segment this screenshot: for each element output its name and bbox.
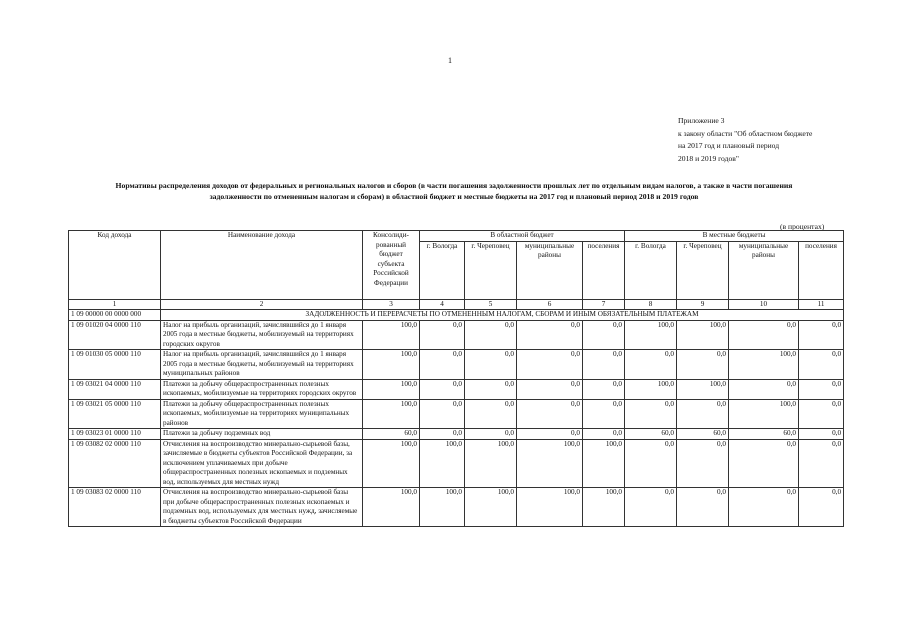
header-code: Код дохода <box>69 231 161 300</box>
norm-value: 0,0 <box>799 488 844 527</box>
norm-value: 0,0 <box>583 320 625 350</box>
header-local-budgets: В местные бюджеты <box>625 231 844 242</box>
column-number: 3 <box>363 299 420 310</box>
page-number: 1 <box>448 56 452 65</box>
income-name: Платежи за добычу общераспространенных полезных ископаемых, мобилизуемые на территориях муниципальных районов <box>161 399 363 429</box>
appendix-line: Приложение 3 <box>678 116 725 125</box>
norm-value: 0,0 <box>420 320 465 350</box>
norm-value: 100,0 <box>677 379 729 399</box>
section-row <box>69 310 844 321</box>
norm-value: 0,0 <box>677 439 729 488</box>
column-number: 10 <box>729 299 799 310</box>
column-number: 11 <box>799 299 844 310</box>
appendix-note <box>678 115 812 165</box>
income-name: Отчисления на воспроизводство минерально-сырьевой базы, зачисляемые в бюджеты субъектов Российской Федерации, за исключением уплачиваемых при добыче общераспространенных полезных ископаемых и подземных вод, используемых для местных нужд <box>161 439 363 488</box>
norm-value: 0,0 <box>625 350 677 380</box>
norm-value: 100,0 <box>729 350 799 380</box>
norm-value: 0,0 <box>799 399 844 429</box>
norm-value: 0,0 <box>729 488 799 527</box>
column-number: 7 <box>583 299 625 310</box>
norm-value: 0,0 <box>465 320 517 350</box>
norm-value: 0,0 <box>729 439 799 488</box>
norm-value: 100,0 <box>363 439 420 488</box>
income-code: 1 09 03083 02 0000 110 <box>69 488 161 527</box>
income-name: Платежи за добычу общераспространенных полезных ископаемых, мобилизуемые на территориях городских округов <box>161 379 363 399</box>
norm-value: 60,0 <box>625 429 677 440</box>
norm-value: 100,0 <box>420 439 465 488</box>
norm-value: 0,0 <box>465 379 517 399</box>
norm-value: 0,0 <box>517 399 583 429</box>
norm-value: 0,0 <box>517 350 583 380</box>
unit-note: (в процентах) <box>780 222 825 231</box>
column-number: 8 <box>625 299 677 310</box>
header-consolidated: Консолиди-рованный бюджет субъекта Российской Федерации <box>363 231 420 300</box>
income-name: Платежи за добычу подземных вод <box>161 429 363 440</box>
title-line-1: Нормативы распределения доходов от федеральных и региональных налогов и сборов (в части погашения задолженности прошлых лет по отдельным видам налогов, а также в части погашения <box>115 181 793 190</box>
table-row <box>69 379 844 399</box>
table-row <box>69 439 844 488</box>
header-cherepovets: г. Череповец <box>465 241 517 299</box>
income-code: 1 09 03021 05 0000 110 <box>69 399 161 429</box>
norm-value: 0,0 <box>420 399 465 429</box>
norm-value: 0,0 <box>517 429 583 440</box>
income-code: 1 09 03021 04 0000 110 <box>69 379 161 399</box>
norm-value: 100,0 <box>625 379 677 399</box>
norm-value: 0,0 <box>799 439 844 488</box>
norm-value: 100,0 <box>517 439 583 488</box>
norm-value: 100,0 <box>465 488 517 527</box>
column-numbers-row <box>69 299 844 310</box>
norm-value: 100,0 <box>729 399 799 429</box>
norm-value: 100,0 <box>363 320 420 350</box>
norms-table <box>68 230 844 527</box>
column-number: 2 <box>161 299 363 310</box>
norm-value: 100,0 <box>363 379 420 399</box>
norm-value: 100,0 <box>677 320 729 350</box>
norm-value: 0,0 <box>677 350 729 380</box>
norm-value: 0,0 <box>420 379 465 399</box>
appendix-line: к закону области "Об областном бюджете <box>678 128 813 138</box>
document-title <box>62 180 846 202</box>
norm-value: 0,0 <box>677 488 729 527</box>
norm-value: 100,0 <box>625 320 677 350</box>
column-number: 9 <box>677 299 729 310</box>
norm-value: 0,0 <box>465 429 517 440</box>
header-regional-budget: В областной бюджет <box>420 231 625 242</box>
norm-value: 0,0 <box>625 399 677 429</box>
income-code: 1 09 03023 01 0000 110 <box>69 429 161 440</box>
header-municipal-districts: муниципальные районы <box>729 241 799 299</box>
table-row <box>69 399 844 429</box>
norm-value: 60,0 <box>729 429 799 440</box>
income-name: Налог на прибыль организаций, зачислявшийся до 1 января 2005 года в местные бюджеты, мобилизуемый на территориях муниципальных районов <box>161 350 363 380</box>
norm-value: 0,0 <box>799 429 844 440</box>
section-title: ЗАДОЛЖЕННОСТЬ И ПЕРЕРАСЧЕТЫ ПО ОТМЕНЕННЫМ НАЛОГАМ, СБОРАМ И ИНЫМ ОБЯЗАТЕЛЬНЫМ ПЛАТЕЖАМ <box>161 310 844 321</box>
table-row <box>69 429 844 440</box>
norm-value: 0,0 <box>799 379 844 399</box>
norm-value: 100,0 <box>583 488 625 527</box>
norm-value: 0,0 <box>625 488 677 527</box>
header-settlements: поселения <box>799 241 844 299</box>
norm-value: 60,0 <box>677 429 729 440</box>
norm-value: 100,0 <box>465 439 517 488</box>
norm-value: 0,0 <box>420 429 465 440</box>
table-row <box>69 488 844 527</box>
norm-value: 0,0 <box>465 350 517 380</box>
norm-value: 0,0 <box>799 320 844 350</box>
norm-value: 100,0 <box>583 439 625 488</box>
income-name: Налог на прибыль организаций, зачислявшийся до 1 января 2005 года в местные бюджеты, мобилизуемый на территориях городских округов <box>161 320 363 350</box>
header-vologda: г. Вологда <box>625 241 677 299</box>
norm-value: 100,0 <box>363 350 420 380</box>
column-number: 6 <box>517 299 583 310</box>
norm-value: 100,0 <box>420 488 465 527</box>
norm-value: 100,0 <box>517 488 583 527</box>
header-municipal-districts: муниципальные районы <box>517 241 583 299</box>
table-row <box>69 320 844 350</box>
header-vologda: г. Вологда <box>420 241 465 299</box>
norm-value: 0,0 <box>583 379 625 399</box>
norm-value: 60,0 <box>363 429 420 440</box>
norm-value: 0,0 <box>465 399 517 429</box>
column-number: 5 <box>465 299 517 310</box>
income-code: 1 09 03082 02 0000 110 <box>69 439 161 488</box>
norm-value: 0,0 <box>729 379 799 399</box>
norm-value: 0,0 <box>677 399 729 429</box>
header-settlements: поселения <box>583 241 625 299</box>
table-row <box>69 350 844 380</box>
income-code: 1 09 01030 05 0000 110 <box>69 350 161 380</box>
norm-value: 0,0 <box>420 350 465 380</box>
income-code: 1 09 01020 04 0000 110 <box>69 320 161 350</box>
section-code: 1 09 00000 00 0000 000 <box>69 310 161 321</box>
norm-value: 0,0 <box>517 320 583 350</box>
norm-value: 0,0 <box>625 439 677 488</box>
column-number: 4 <box>420 299 465 310</box>
norm-value: 0,0 <box>729 320 799 350</box>
norm-value: 0,0 <box>583 350 625 380</box>
norm-value: 0,0 <box>799 350 844 380</box>
norm-value: 100,0 <box>363 399 420 429</box>
norm-value: 0,0 <box>517 379 583 399</box>
appendix-line: 2018 и 2019 годов" <box>678 153 739 163</box>
income-name: Отчисления на воспроизводство минерально-сырьевой базы при добыче общераспространенных полезных ископаемых и подземных вод, используемых для местных нужд, зачисляемые в бюджеты субъектов Российской Федерации <box>161 488 363 527</box>
header-cherepovets: г. Череповец <box>677 241 729 299</box>
appendix-line: на 2017 год и плановый период <box>678 141 780 150</box>
norm-value: 0,0 <box>583 399 625 429</box>
header-name: Наименование дохода <box>161 231 363 300</box>
norm-value: 100,0 <box>363 488 420 527</box>
title-line-2: задолженности по отмененным налогам и сборам) в областной бюджет и местные бюджеты на 2017 год и плановый период 2018 и 2019 годов <box>209 192 699 201</box>
column-number: 1 <box>69 299 161 310</box>
norm-value: 0,0 <box>583 429 625 440</box>
